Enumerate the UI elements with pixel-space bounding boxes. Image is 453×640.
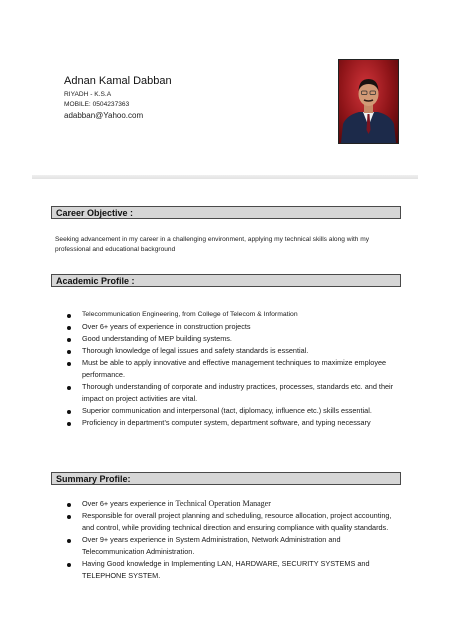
summary-item-emphasis: Technical Operation Manager [175,499,271,508]
mobile-number: MOBILE: 0504237363 [64,101,130,108]
list-item: Thorough knowledge of legal issues and safety standards is essential. [66,345,401,357]
summary-profile-heading: Summary Profile: [51,472,401,485]
academic-profile-list [66,309,401,429]
academic-profile-heading: Academic Profile : [51,274,401,287]
career-objective-text: Seeking advancement in my career in a challenging environment, applying my technical skills along with my professional and educational background [55,236,370,253]
list-item: Thorough understanding of corporate and industry practices, processes, standards etc. and their impact on project activities are vital. [66,381,401,405]
list-item: Over 6+ years of experience in construction projects [66,321,401,333]
list-item: Over 9+ years experience in System Administration, Network Administration and Telecommunication Administration. [66,534,401,558]
list-item [66,498,401,510]
header-divider [32,175,418,179]
list-item: Having Good knowledge in Implementing LAN, HARDWARE, SECURITY SYSTEMS and TELEPHONE SYSTEM. [66,558,401,582]
location: RIYADH - K.S.A [64,91,112,98]
candidate-name: Adnan Kamal Dabban [64,75,172,87]
list-item: Telecommunication Engineering, from College of Telecom & Information [66,309,401,321]
list-item: Superior communication and interpersonal (tact, diplomacy, influence etc.) skills essential. [66,405,401,417]
list-item: Proficiency in department’s computer system, department software, and typing necessary [66,417,401,429]
profile-photo [338,59,399,144]
summary-profile-list [66,498,401,582]
portrait-image [339,60,398,143]
list-item: Responsible for overall project planning and scheduling, resource allocation, project accounting, and control, while providing technical direction and ensuring compliance with quality standards. [66,510,401,534]
summary-item-prefix: Over 6+ years experience in [82,499,176,508]
career-objective-heading: Career Objective : [51,206,401,219]
list-item: Good understanding of MEP building systems. [66,333,401,345]
list-item: Must be able to apply innovative and effective management techniques to maximize employee performance. [66,357,401,381]
email-address[interactable]: adabban@Yahoo.com [64,111,144,120]
